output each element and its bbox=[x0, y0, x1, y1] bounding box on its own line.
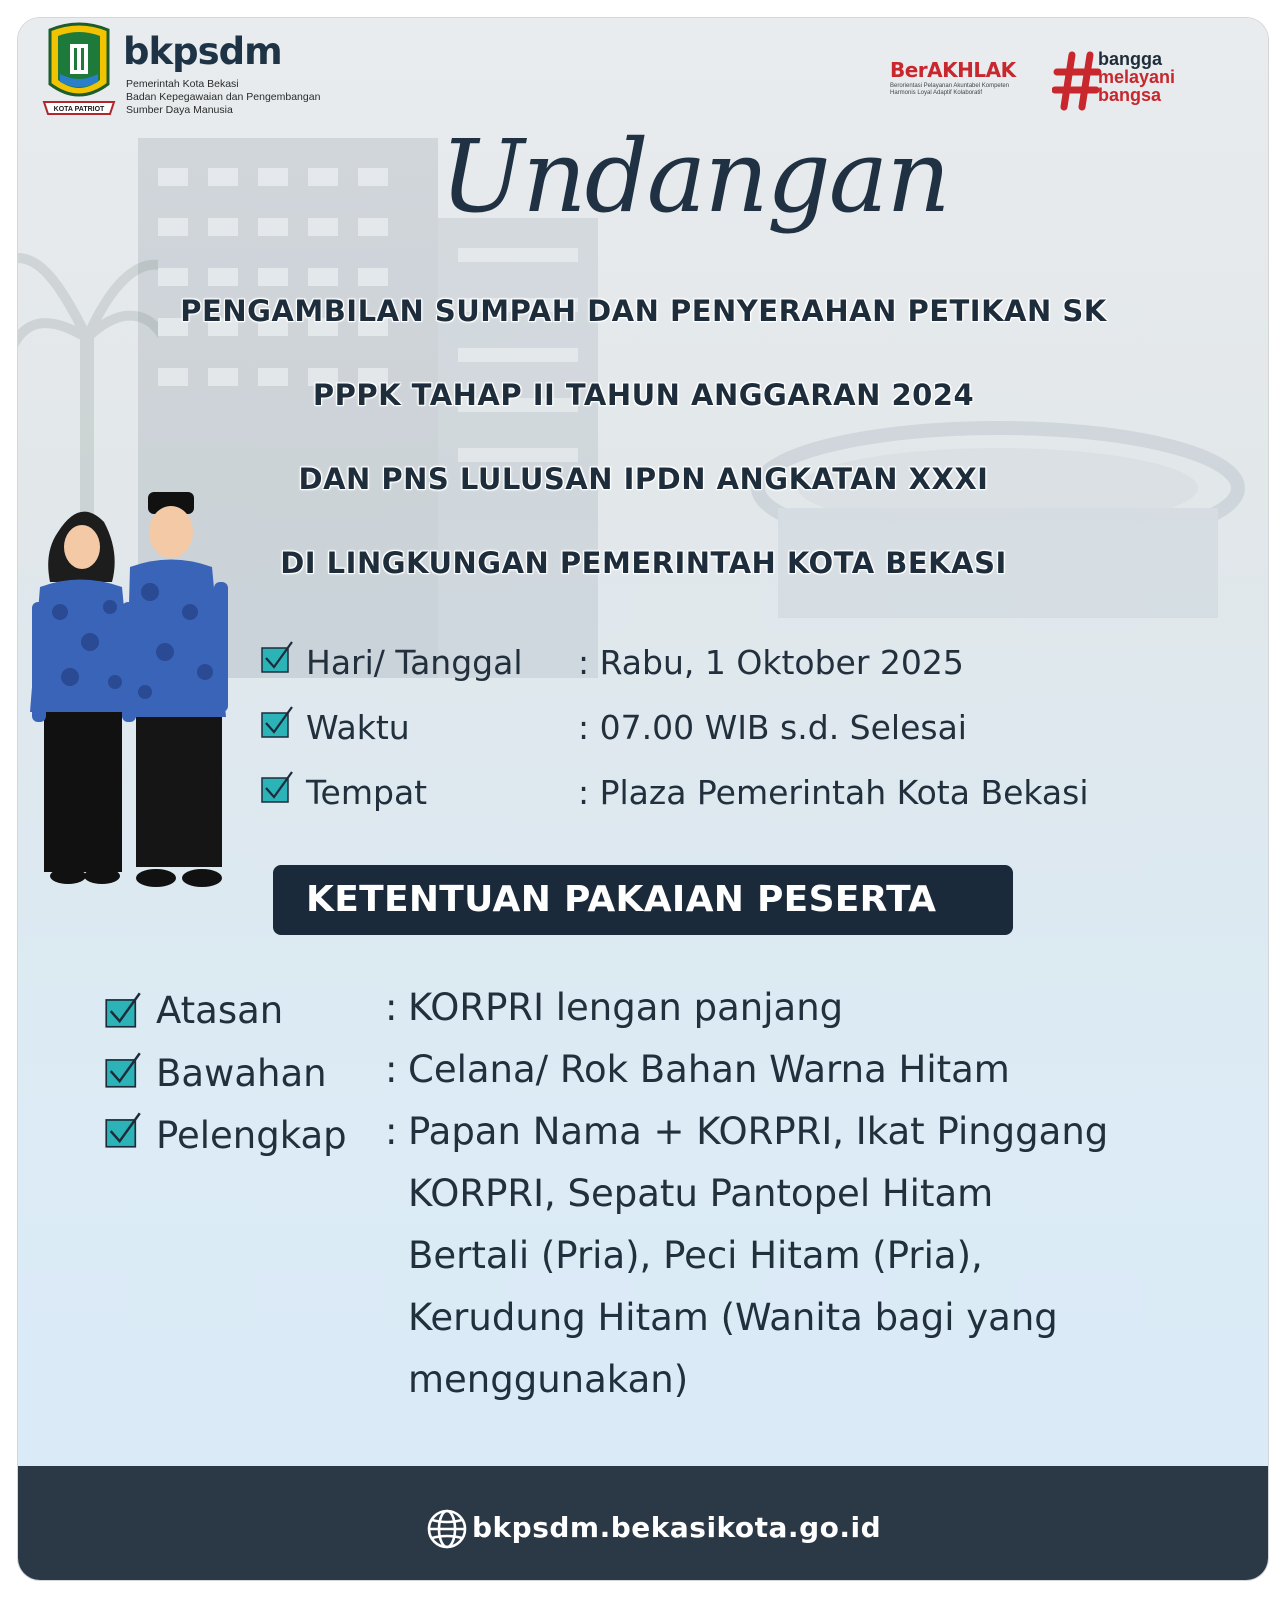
slogan bbox=[1098, 50, 1175, 104]
org-subtitle bbox=[126, 78, 320, 117]
checkbox-checked-icon bbox=[260, 770, 294, 804]
dress-code-heading: KETENTUAN PAKAIAN PESERTA bbox=[273, 865, 1013, 935]
civil-servants-illustration bbox=[30, 492, 240, 902]
emblem-ribbon-text: KOTA PATRIOT bbox=[53, 106, 105, 113]
hashtag-icon bbox=[1052, 50, 1102, 112]
dress-value-accessories bbox=[408, 1101, 1108, 1411]
dress-value-line: KORPRI lengan panjang bbox=[408, 986, 844, 1029]
background-dome-image bbox=[738, 398, 1258, 618]
slogan-word: bangsa bbox=[1098, 85, 1162, 105]
dress-value-line: KORPRI, Sepatu Pantopel Hitam bbox=[408, 1172, 994, 1215]
headline-line: DI LINGKUNGAN PEMERINTAH KOTA BEKASI bbox=[280, 546, 1007, 580]
dress-value-bottom bbox=[408, 1039, 1010, 1101]
event-value-place: : Plaza Pemerintah Kota Bekasi bbox=[578, 773, 1089, 812]
org-sub-line: Sumber Daya Manusia bbox=[126, 104, 233, 116]
checkbox-checked-icon bbox=[260, 640, 294, 674]
globe-icon bbox=[426, 1508, 468, 1550]
dress-value-line: Kerudung Hitam (Wanita bagi yang bbox=[408, 1296, 1058, 1339]
headline-line: DAN PNS LULUSAN IPDN ANGKATAN XXXI bbox=[298, 462, 989, 496]
headline-line: PPPK TAHAP II TAHUN ANGGARAN 2024 bbox=[312, 378, 975, 412]
dress-colon: : bbox=[385, 986, 398, 1029]
event-value-time: : 07.00 WIB s.d. Selesai bbox=[578, 708, 967, 747]
dress-label-top: Atasan bbox=[156, 989, 284, 1032]
berakhlak-sub-line: Harmonis Loyal Adaptif Kolaboratif bbox=[890, 90, 983, 96]
headline-line: PENGAMBILAN SUMPAH DAN PENYERAHAN PETIKAN SK bbox=[180, 294, 1107, 328]
kota-bekasi-emblem-icon bbox=[40, 22, 118, 122]
dress-colon: : bbox=[385, 1048, 398, 1091]
event-label-date: Hari/ Tanggal bbox=[306, 643, 523, 682]
event-label-place: Tempat bbox=[306, 773, 428, 812]
event-value-date: : Rabu, 1 Oktober 2025 bbox=[578, 643, 964, 682]
dress-colon: : bbox=[385, 1110, 398, 1153]
page-title: Undangan bbox=[440, 118, 949, 235]
org-sub-line: Badan Kepegawaian dan Pengembangan bbox=[126, 91, 321, 103]
checkbox-checked-icon bbox=[104, 990, 142, 1030]
checkbox-checked-icon bbox=[104, 1110, 142, 1150]
slogan-word: melayani bbox=[1098, 67, 1176, 87]
dress-label-bottom: Bawahan bbox=[156, 1052, 327, 1095]
slogan-word: bangga bbox=[1098, 49, 1163, 69]
org-name: bkpsdm bbox=[123, 30, 282, 73]
dress-value-line: menggunakan) bbox=[408, 1358, 689, 1401]
dress-label-accessories: Pelengkap bbox=[156, 1114, 347, 1157]
dress-value-line: Papan Nama + KORPRI, Ikat Pinggang bbox=[408, 1110, 1109, 1153]
berakhlak-text: BerAKHLAK bbox=[890, 58, 1016, 82]
website-link[interactable]: bkpsdm.bekasikota.go.id bbox=[472, 1511, 882, 1544]
dress-value-line: Bertali (Pria), Peci Hitam (Pria), bbox=[408, 1234, 983, 1277]
event-label-time: Waktu bbox=[306, 708, 410, 747]
berakhlak-subtitle bbox=[890, 83, 1040, 97]
dress-value-line: Celana/ Rok Bahan Warna Hitam bbox=[408, 1048, 1010, 1091]
dress-value-top bbox=[408, 977, 843, 1039]
berakhlak-logo bbox=[890, 58, 1040, 97]
checkbox-checked-icon bbox=[260, 705, 294, 739]
org-sub-line: Pemerintah Kota Bekasi bbox=[126, 78, 239, 90]
checkbox-checked-icon bbox=[104, 1050, 142, 1090]
berakhlak-sub-line: Berorientasi Pelayanan Akuntabel Kompeten bbox=[890, 83, 1010, 89]
